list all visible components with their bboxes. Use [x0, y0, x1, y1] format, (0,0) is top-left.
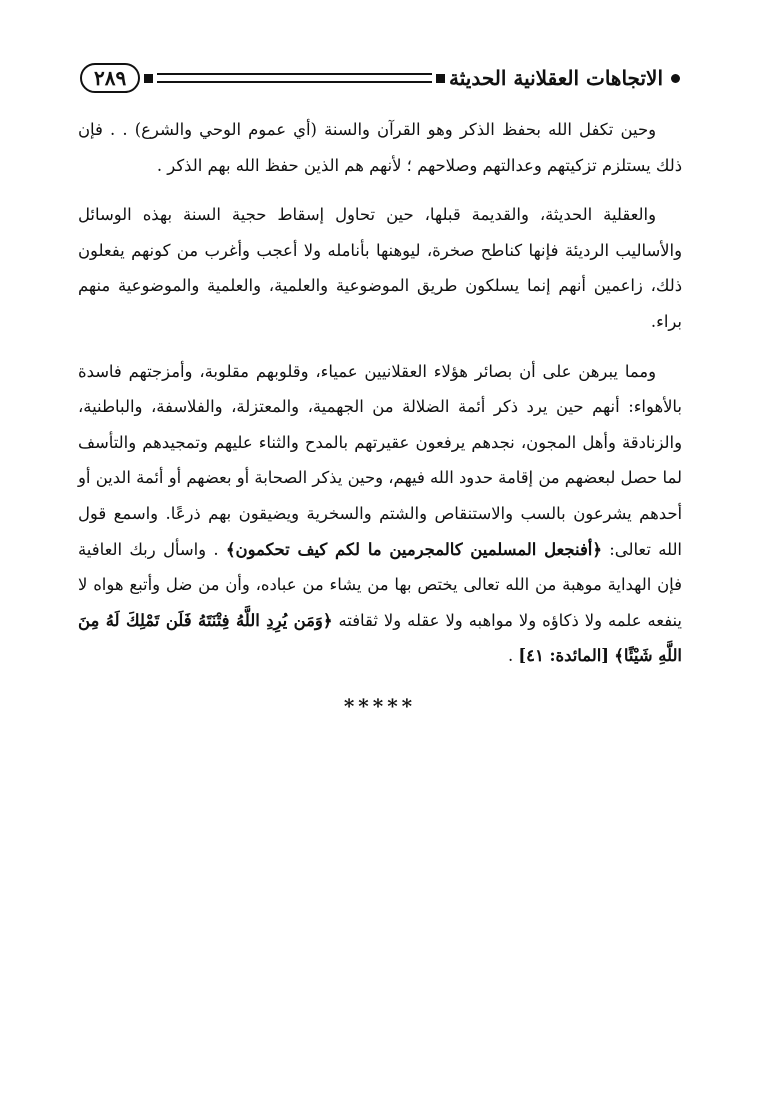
quran-quote-2: ﴿وَمَن يُرِدِ اللَّهُ فِتْنَتَهُ فَلَن تَمْلِكَ لَهُ مِنَ اللَّهِ شَيْئًا﴾: [78, 610, 682, 666]
bullet-icon: [671, 74, 680, 83]
page-body: [78, 112, 682, 718]
paragraph-3-text-end: .: [507, 646, 514, 666]
section-separator: *****: [343, 693, 417, 718]
square-ornament-icon: [144, 74, 153, 83]
paragraph-1: وحين تكفل الله بحفظ الذكر وهو القرآن والسنة (أي عموم الوحي والشرع) . . فإن ذلك يستلزم تزكيتهم وعدالتهم وصلاحهم ؛ لأنهم هم الذين حفظ الله بهم الذكر .: [78, 120, 682, 175]
paragraph-3-text-middle: . واسأل ربك العافية فإن الهداية موهبة من الله تعالى يختص بها من يشاء من عباده، وأن من ضل وأتبع هواه لا ينفعه علمه ولا ذكاؤه ولا مواهبه ولا عقله ولا ثقافته: [78, 539, 682, 630]
running-header: [80, 58, 680, 98]
quran-quote-1: ﴿أفنجعل المسلمين كالمجرمين ما لكم كيف تحكمون﴾: [225, 539, 602, 559]
quran-citation: [المائدة: ٤١]: [518, 646, 610, 666]
page-number: ٢٨٩: [80, 63, 140, 93]
paragraph-2: والعقلية الحديثة، والقديمة قبلها، حين تحاول إسقاط حجية السنة بهذه الوسائل والأساليب الرديئة فإنها كناطح صخرة، ليوهنها بأنامله ولا أعجب وأغرب من كونهم يفعلون ذلك، زاعمين أنهم إنما يسلكون طريق الموضوعية والعلمية، والعلمية والموضوعية منهم براء.: [78, 205, 682, 331]
header-rule: [157, 73, 432, 83]
square-ornament-icon: [436, 74, 445, 83]
paragraph-3: [78, 354, 682, 674]
paragraph-3-text-start: ومما يبرهن على أن بصائر هؤلاء العقلانيين عمياء، وقلوبهم مقلوبة، وأمزجتهم فاسدة بالأهواء: أنهم حين يرد ذكر أئمة الضلالة من الجهمية، والمعتزلة، والفلاسفة، والباطنية، والزنادقة وأهل المجون، نجدهم يرفعون عقيرتهم بالمدح والثناء عليهم وتمجيدهم والتأسف لما حصل لبعضهم من إقامة حدود الله فيهم، وحين يذكر الصحابة أو بعضهم أو أئمة الدين أو أحدهم يشرعون بالسب والاستنقاص والشتم والسخرية ويضيقون بهم ذرعًا. واسمع قول الله تعالى:: [78, 361, 682, 559]
running-title: الاتجاهات العقلانية الحديثة: [449, 66, 663, 90]
